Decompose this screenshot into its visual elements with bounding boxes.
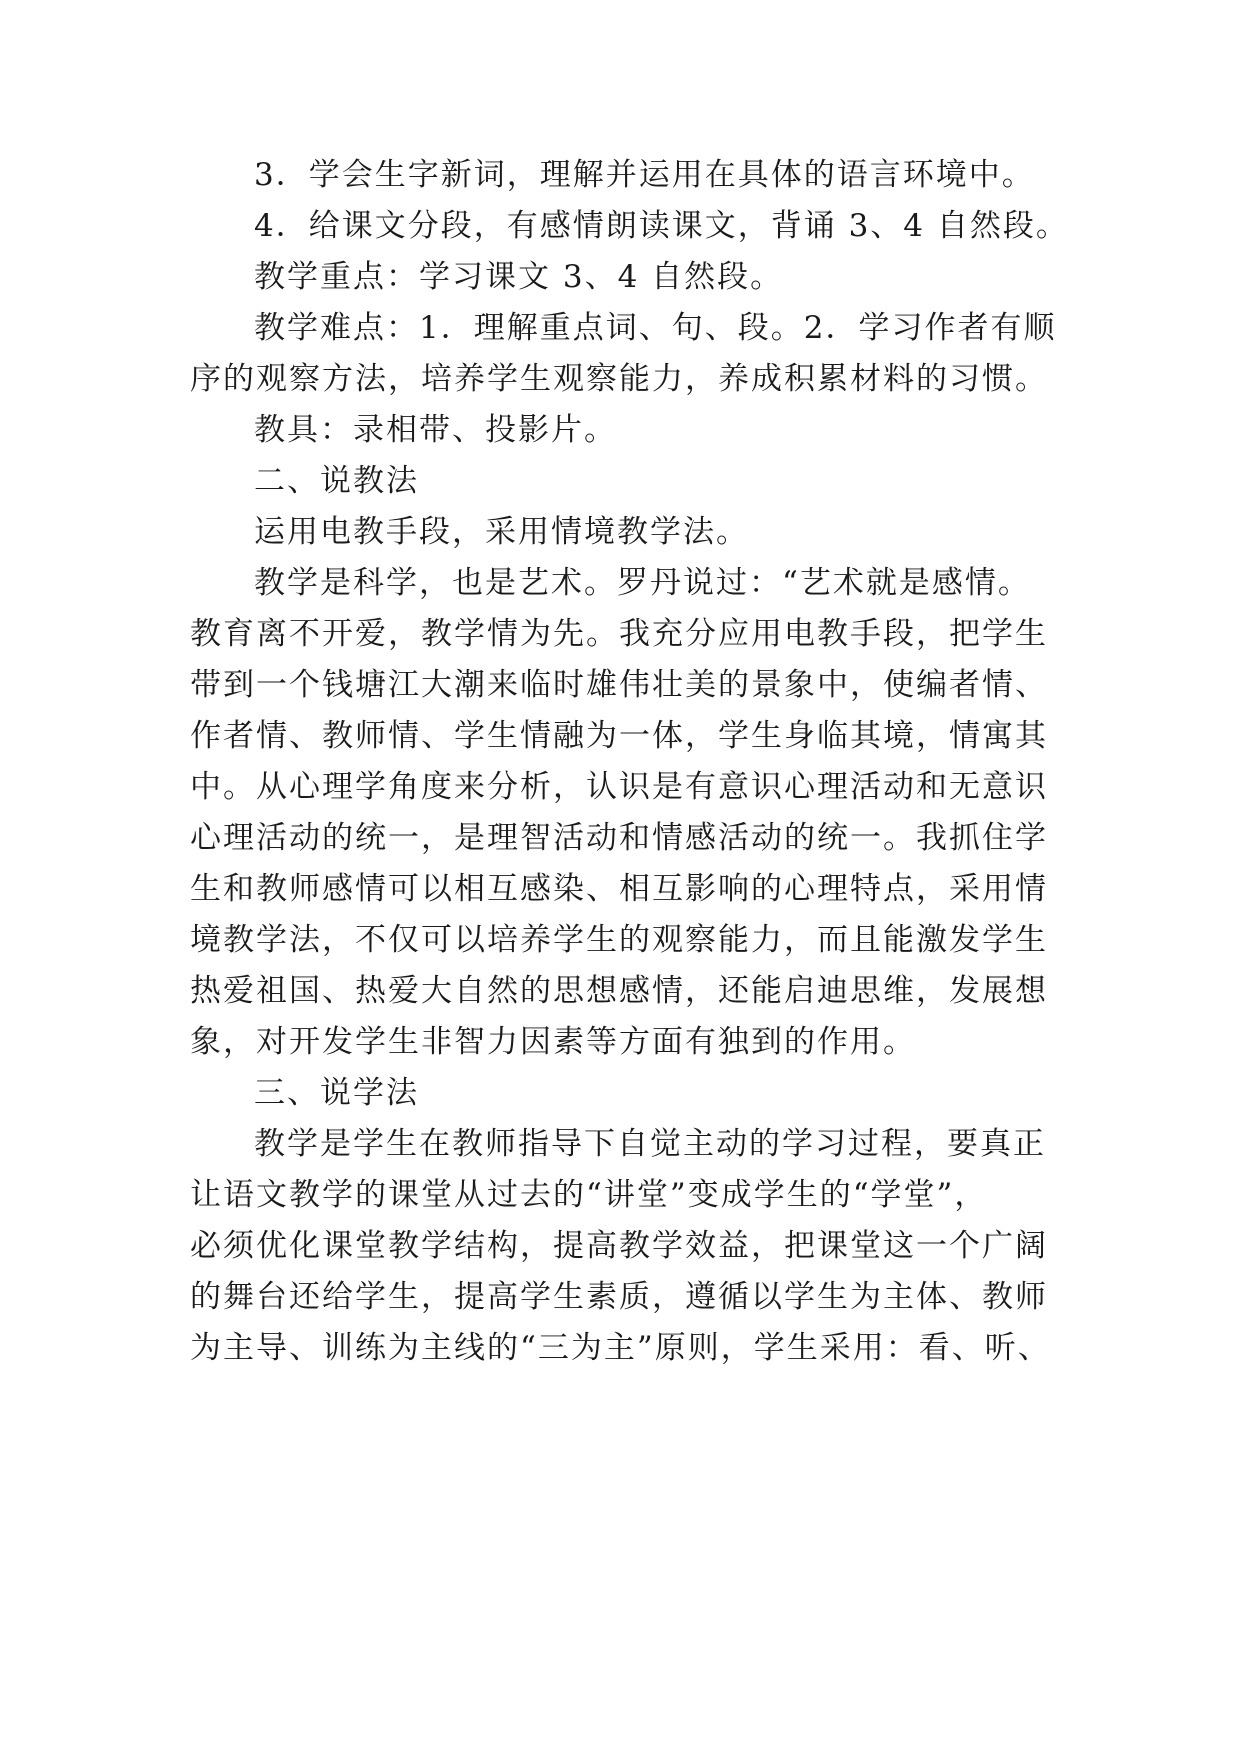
text-line: 运用电教手段，采用情境教学法。 <box>254 514 749 550</box>
text-line: 必须优化课堂教学结构，提高教学效益，把课堂这一个广阔 <box>190 1228 1048 1264</box>
text-line: 让语文教学的课堂从过去的“讲堂”变成学生的“学堂”， <box>190 1177 988 1213</box>
text-line: 的舞台还给学生，提高学生素质，遵循以学生为主体、教师 <box>190 1279 1048 1315</box>
text-line: 教学是学生在教师指导下自觉主动的学习过程，要真正 <box>254 1126 1046 1162</box>
text-line: 境教学法，不仅可以培养学生的观察能力，而且能激发学生 <box>190 922 1048 958</box>
section-heading: 二、说教法 <box>254 463 419 499</box>
text-line: 中。从心理学角度来分析，认识是有意识心理活动和无意识 <box>190 769 1048 805</box>
text-line: 4．给课文分段，有感情朗读课文，背诵 3、4 自然段。 <box>254 208 1069 244</box>
text-line: 心理活动的统一，是理智活动和情感活动的统一。我抓住学 <box>190 820 1048 856</box>
text-line: 教学重点：学习课文 3、4 自然段。 <box>254 259 784 295</box>
text-line: 教具：录相带、投影片。 <box>254 412 617 448</box>
text-line: 生和教师感情可以相互感染、相互影响的心理特点，采用情 <box>190 871 1048 907</box>
section-heading: 三、说学法 <box>254 1075 419 1111</box>
text-line: 教学难点：1．理解重点词、句、段。2．学习作者有顺 <box>254 310 1057 346</box>
text-line: 3．学会生字新词，理解并运用在具体的语言环境中。 <box>254 157 1035 193</box>
text-line: 序的观察方法，培养学生观察能力，养成积累材料的习惯。 <box>190 361 1048 397</box>
text-line: 带到一个钱塘江大潮来临时雄伟壮美的景象中，使编者情、 <box>190 667 1048 703</box>
text-line: 为主导、训练为主线的“三为主”原则，学生采用：看、听、 <box>190 1330 1051 1366</box>
text-line: 教学是科学，也是艺术。罗丹说过：“艺术就是感情。 <box>254 565 1031 601</box>
text-line: 教育离不开爱，教学情为先。我充分应用电教手段，把学生 <box>190 616 1048 652</box>
text-line: 热爱祖国、热爱大自然的思想感情，还能启迪思维，发展想 <box>190 973 1048 1009</box>
text-line: 象，对开发学生非智力因素等方面有独到的作用。 <box>190 1024 916 1060</box>
text-line: 作者情、教师情、学生情融为一体，学生身临其境，情寓其 <box>190 718 1048 754</box>
